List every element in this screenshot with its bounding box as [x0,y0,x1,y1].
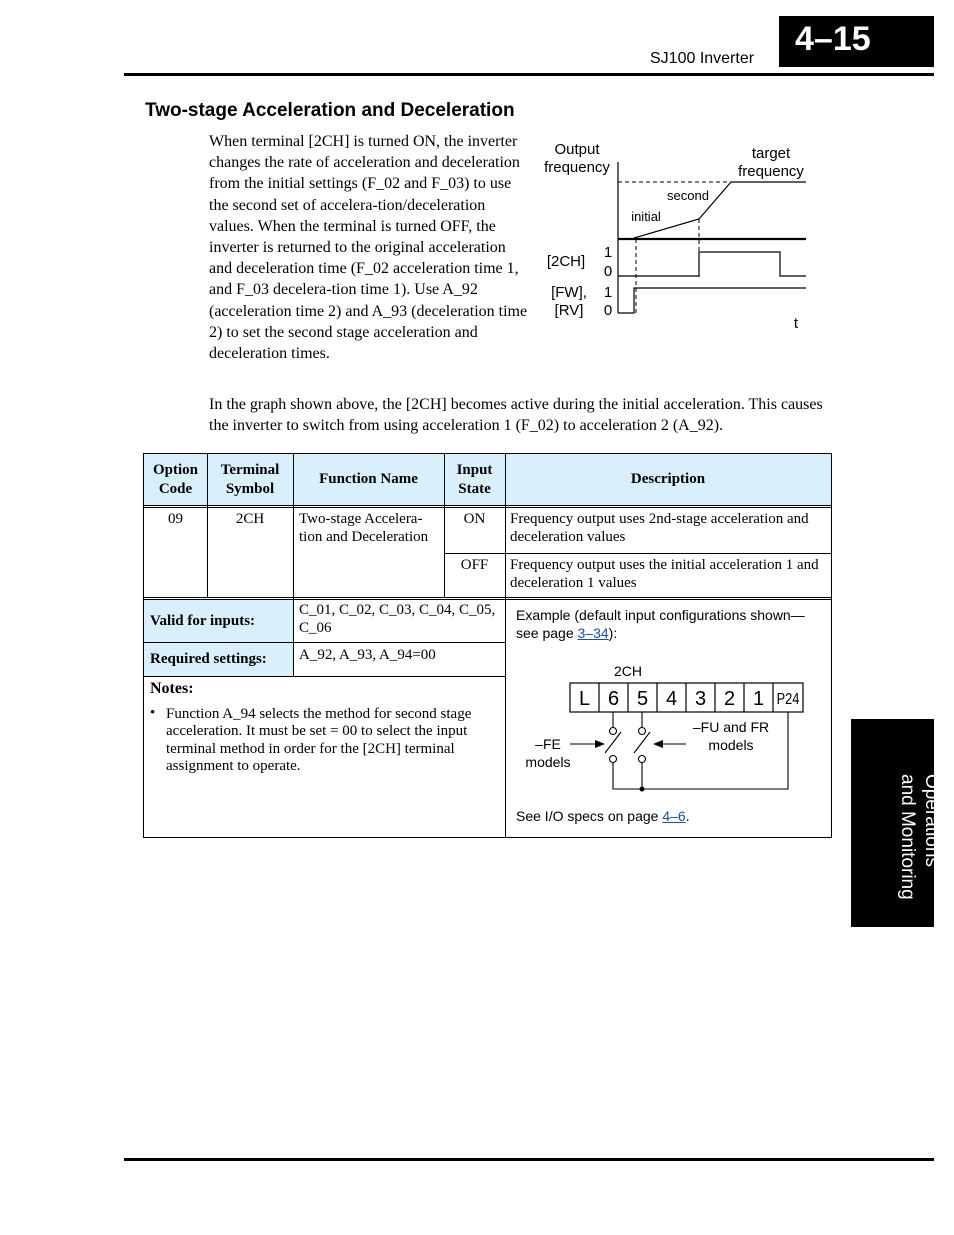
io-page-link[interactable]: 4–6 [662,808,686,824]
fe-arrow-head [595,740,605,748]
row-state-off: OFF [460,557,489,573]
required-notes-divider [144,676,505,677]
2ch-level-zero: 0 [603,263,613,280]
fu-switch-top-contact [639,728,646,735]
notes-bullet: • [150,705,156,721]
header-description: Description [505,454,831,505]
summary-paragraph: In the graph shown above, the [2CH] becomes active during the initial acceleration. This causes the inverter to switch from using acceleration 1 (F_02) to acceleration 2 (A_92). [209,396,823,434]
running-header: SJ100 Inverter [650,50,755,67]
col-divider-3 [444,454,445,597]
io-text: See I/O specs on page [516,808,663,824]
side-tab-line-2: and Monitoring [897,774,918,900]
fu-switch-blade [634,732,650,753]
output-label-1: Output [554,141,600,158]
notes-title: Notes: [150,680,194,697]
row-end-rule [144,597,831,598]
time-axis-label: t [793,315,799,332]
function-table [143,453,832,838]
signal-fw-label-2: [RV] [554,302,584,319]
terminal-3: 3 [694,688,707,710]
output-label-2: frequency [544,159,610,176]
row-terminal-symbol: 2CH [235,511,265,527]
valid-inputs-label: Valid for inputs: [144,600,293,642]
fw-signal-trace [618,288,806,313]
2ch-level-one: 1 [603,244,613,261]
col-divider-2 [293,454,294,676]
signal-2ch-label: [2CH] [546,253,586,270]
required-settings-value: A_92, A_93, A_94=00 [299,647,436,663]
row-end-rule-double [144,599,831,600]
fe-switch-blade [605,732,621,753]
terminal-6: 6 [607,688,620,710]
io-text-end: . [685,808,690,824]
page-number: 4–15 [795,20,871,58]
valid-inputs-value: C_01, C_02, C_03, C_04, C_05, C_06 [299,602,496,636]
header-option-code: Option Code [144,454,207,505]
fu-models-label-2: models [708,737,754,753]
side-tab-line-1: Operations [921,774,942,867]
col-divider-4 [505,454,506,837]
page-number-box [779,16,934,67]
terminal-1: 1 [752,688,765,710]
row-function-name: Two-stage Accelera-tion and Deceleration [299,511,429,545]
timing-diagram [536,137,816,337]
terminal-5: 5 [636,688,649,710]
io-specs-caption [516,808,690,824]
terminal-wiring-diagram [506,658,831,798]
row-state-on: ON [463,511,486,527]
example-text: Example (default input configurations shown—see page [516,607,805,641]
row-desc-on: Frequency output uses 2nd-stage acceleration and deceleration values [510,511,809,545]
target-label-1: target [751,145,791,162]
fw-level-zero: 0 [603,302,613,319]
junction-dot [640,787,645,792]
fe-models-label-2: models [525,754,571,770]
fu-arrow-head [653,740,663,748]
second-stage-label: second [667,188,709,203]
fe-switch-top-contact [610,728,617,735]
fw-level-one: 1 [603,284,613,301]
intro-paragraph: When terminal [2CH] is turned ON, the inverter changes the rate of acceleration and deceleration from the initial settings (F_02 and F_03) to use the second set of accelera-tion/deceleration values. When the terminal is turned OFF, the inverter is returned to the original acceleration and deceleration time (F_02 acceleration time 1, and F_03 decelera-tion time 1). Use A_92 (acceleration time 2) and A_93 (deceleration time 2) to set the second stage acceleration and deceleration times. [209,133,528,363]
chapter-side-tab[interactable] [851,719,942,927]
footer-rule [124,1158,934,1161]
row-desc-off: Frequency output uses the initial acceleration 1 and deceleration 1 values [510,557,819,591]
header-rule-line-double [144,507,831,508]
example-text-end: ): [608,624,618,641]
2ch-signal-trace [618,252,806,276]
row-option-code: 09 [168,511,183,527]
header-rule [124,73,934,76]
fu-models-label-1: –FU and FR [692,719,770,735]
terminal-p24: P24 [776,690,800,709]
header-function-name: Function Name [293,454,444,505]
initial-stage-label: initial [631,209,661,224]
state-divider [444,553,831,554]
fe-switch-bottom-contact [610,756,617,763]
required-settings-label: Required settings: [144,642,293,676]
col-divider-1 [207,454,208,597]
terminal-4: 4 [665,688,678,710]
terminal-l: L [578,688,591,710]
example-caption [516,607,816,642]
header-input-state: Input State [444,454,505,505]
2ch-terminal-label: 2CH [613,663,643,679]
signal-fw-label-1: [FW], [551,284,587,301]
example-page-link[interactable]: 3–34 [577,624,609,641]
target-label-2: frequency [738,163,804,180]
side-tab-text [895,774,943,994]
terminal-2: 2 [723,688,736,710]
section-title: Two-stage Acceleration and Deceleration [145,100,515,121]
valid-required-divider [144,642,505,643]
header-terminal-symbol: Terminal Symbol [207,454,293,505]
fe-models-label-1: –FE [535,736,561,752]
header-rule-line [144,505,831,506]
fu-switch-bottom-contact [639,756,646,763]
note-item: Function A_94 selects the method for second stage acceleration. It must be set = 00 to select the input terminal method in order for the [2CH] terminal assignment to operate. [166,706,472,775]
